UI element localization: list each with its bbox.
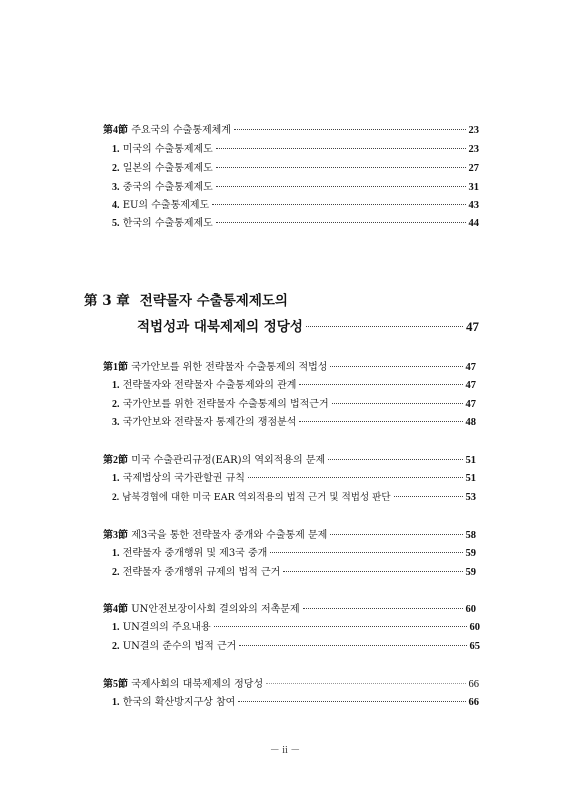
toc-page-number: 27 bbox=[468, 163, 479, 174]
toc-leader-dots bbox=[212, 194, 465, 205]
toc-leader-dots bbox=[328, 449, 462, 460]
toc-item-number: 2. bbox=[112, 567, 120, 578]
chapter-heading bbox=[84, 292, 288, 310]
toc-item-row bbox=[112, 694, 479, 710]
toc-leader-dots bbox=[283, 561, 462, 572]
toc-item-title: 미국의 수출통제제도 bbox=[122, 144, 213, 155]
toc-page-number: 60 bbox=[465, 604, 476, 615]
toc-section-number: 第1節 bbox=[103, 362, 128, 373]
toc-page-number: 51 bbox=[465, 455, 476, 466]
toc-item-title: 국가안보와 전략물자 통제간의 쟁점분석 bbox=[122, 417, 297, 428]
toc-item-number: 1. bbox=[112, 548, 120, 559]
toc-item-title: UN결의 준수의 법적 근거 bbox=[122, 641, 237, 652]
toc-leader-dots bbox=[234, 119, 466, 130]
toc-item-row bbox=[112, 215, 479, 231]
toc-item-row bbox=[112, 545, 476, 561]
toc-item-number: 1. bbox=[112, 622, 120, 633]
chapter-title-line2: 적법성과 대북제제의 정당성 bbox=[137, 319, 303, 335]
toc-item-title: 한국의 확산방지구상 참여 bbox=[122, 697, 236, 708]
toc-item-title: UN결의의 주요내용 bbox=[122, 622, 211, 633]
toc-item-row bbox=[112, 470, 476, 486]
toc-section-number: 第5節 bbox=[103, 679, 128, 690]
toc-leader-dots bbox=[216, 157, 466, 168]
toc-item-row bbox=[112, 564, 476, 580]
toc-item-number: 3. bbox=[112, 182, 120, 193]
toc-item-title: 전략물자 중개행위 규제의 법적 근거 bbox=[122, 567, 281, 578]
toc-leader-dots bbox=[270, 542, 462, 553]
toc-page-number: 59 bbox=[465, 548, 476, 559]
toc-section-row bbox=[103, 601, 476, 617]
toc-section-number: 第4節 bbox=[103, 604, 128, 615]
toc-item-row bbox=[112, 377, 476, 393]
toc-leader-dots bbox=[332, 393, 463, 404]
toc-item-number: 2. bbox=[112, 641, 120, 652]
toc-page-number: 23 bbox=[468, 125, 479, 136]
toc-item-row bbox=[112, 160, 479, 176]
page-footer-number: － ii － bbox=[269, 745, 301, 756]
toc-item-number: 2. bbox=[112, 493, 120, 503]
toc-item-title: 중국의 수출통제제도 bbox=[122, 182, 213, 193]
toc-item-row bbox=[112, 396, 476, 412]
toc-section-title: 주요국의 수출통제체계 bbox=[131, 125, 231, 136]
toc-item-title: EU의 수출통제제도 bbox=[122, 200, 210, 211]
toc-item-title: 전략물자와 전략물자 수출통제와의 관계 bbox=[122, 380, 297, 391]
toc-leader-dots bbox=[216, 176, 466, 187]
toc-section-row bbox=[103, 359, 476, 375]
toc-item-row bbox=[112, 489, 476, 505]
toc-page-number: 65 bbox=[469, 641, 480, 652]
toc-section-number: 第4節 bbox=[103, 125, 128, 136]
toc-page-number: 48 bbox=[465, 417, 476, 428]
toc-page-number: 43 bbox=[468, 200, 479, 211]
toc-page-number: 47 bbox=[465, 362, 476, 373]
toc-item-title: 국가안보를 위한 전략물자 수출통제의 법적근거 bbox=[122, 399, 329, 410]
toc-item-row bbox=[112, 197, 479, 213]
toc-item-number: 3. bbox=[112, 417, 120, 428]
toc-page-number: 51 bbox=[465, 473, 476, 484]
chapter-page-number: 47 bbox=[466, 319, 479, 334]
toc-page-number: 53 bbox=[465, 492, 476, 503]
toc-item-number: 1. bbox=[112, 380, 120, 391]
toc-leader-dots bbox=[214, 616, 467, 627]
chapter-title-line1: 전략물자 수출통제제도의 bbox=[139, 293, 288, 309]
toc-page-number: 47 bbox=[465, 399, 476, 410]
toc-item-row bbox=[112, 619, 480, 635]
toc-page-number: 47 bbox=[465, 380, 476, 391]
toc-page-number: 31 bbox=[468, 182, 479, 193]
toc-item-title: 국제법상의 국가관할권 규칙 bbox=[122, 473, 245, 484]
chapter-title-row bbox=[137, 318, 479, 336]
toc-leader-dots bbox=[299, 374, 462, 385]
toc-leader-dots bbox=[266, 673, 465, 684]
toc-item-number: 2. bbox=[112, 163, 120, 174]
toc-page-number: 58 bbox=[465, 530, 476, 541]
toc-page-number: 59 bbox=[465, 567, 476, 578]
toc-leader-dots bbox=[239, 635, 466, 646]
toc-page-number: 44 bbox=[468, 218, 479, 229]
toc-section-title: UN안전보장이사회 결의와의 저촉문제 bbox=[131, 604, 300, 615]
toc-item-row bbox=[112, 414, 476, 430]
toc-leader-dots bbox=[330, 356, 462, 367]
toc-section-row bbox=[103, 676, 479, 692]
toc-section-row bbox=[103, 452, 476, 468]
toc-page-number: 23 bbox=[468, 144, 479, 155]
toc-section-row bbox=[103, 527, 476, 543]
chapter-number: 第 3 章 bbox=[84, 293, 130, 309]
toc-page-number: 66 bbox=[468, 697, 479, 708]
toc-item-row bbox=[112, 179, 479, 195]
toc-item-number: 1. bbox=[112, 697, 120, 708]
toc-leader-dots bbox=[306, 316, 463, 327]
toc-section-title: 국제사회의 대북제제의 정당성 bbox=[131, 679, 264, 690]
toc-item-number: 1. bbox=[112, 473, 120, 484]
toc-item-title: 한국의 수출통제제도 bbox=[122, 218, 213, 229]
toc-leader-dots bbox=[330, 524, 462, 535]
toc-leader-dots bbox=[216, 138, 466, 149]
toc-leader-dots bbox=[299, 411, 462, 422]
toc-item-number: 5. bbox=[112, 218, 120, 229]
toc-leader-dots bbox=[248, 467, 463, 478]
toc-page-number: 60 bbox=[469, 622, 480, 633]
toc-section-number: 第3節 bbox=[103, 530, 128, 541]
toc-page-number: 66 bbox=[468, 679, 479, 690]
toc-item-row bbox=[112, 638, 480, 654]
toc-leader-dots bbox=[238, 691, 465, 702]
toc-item-row bbox=[112, 141, 479, 157]
toc-item-number: 2. bbox=[112, 399, 120, 410]
toc-item-title: 남북경협에 대한 미국 EAR 역외적용의 법적 근거 및 적법성 판단 bbox=[122, 492, 391, 503]
toc-section-number: 第2節 bbox=[103, 455, 128, 466]
toc-leader-dots bbox=[394, 486, 463, 497]
toc-leader-dots bbox=[216, 212, 466, 223]
toc-item-number: 1. bbox=[112, 144, 120, 155]
toc-item-number: 4. bbox=[112, 200, 120, 211]
toc-section-title: 미국 수출관리규정(EAR)의 역외적용의 문제 bbox=[131, 455, 326, 466]
toc-section-title: 제3국을 통한 전략물자 중개와 수출통제 문제 bbox=[131, 530, 328, 541]
toc-item-title: 전략물자 중개행위 및 제3국 중개 bbox=[122, 548, 268, 559]
toc-section-row bbox=[103, 122, 479, 138]
toc-section-title: 국가안보를 위한 전략물자 수출통제의 적법성 bbox=[131, 362, 328, 373]
toc-leader-dots bbox=[303, 598, 463, 609]
toc-item-title: 일본의 수출통제제도 bbox=[122, 163, 213, 174]
